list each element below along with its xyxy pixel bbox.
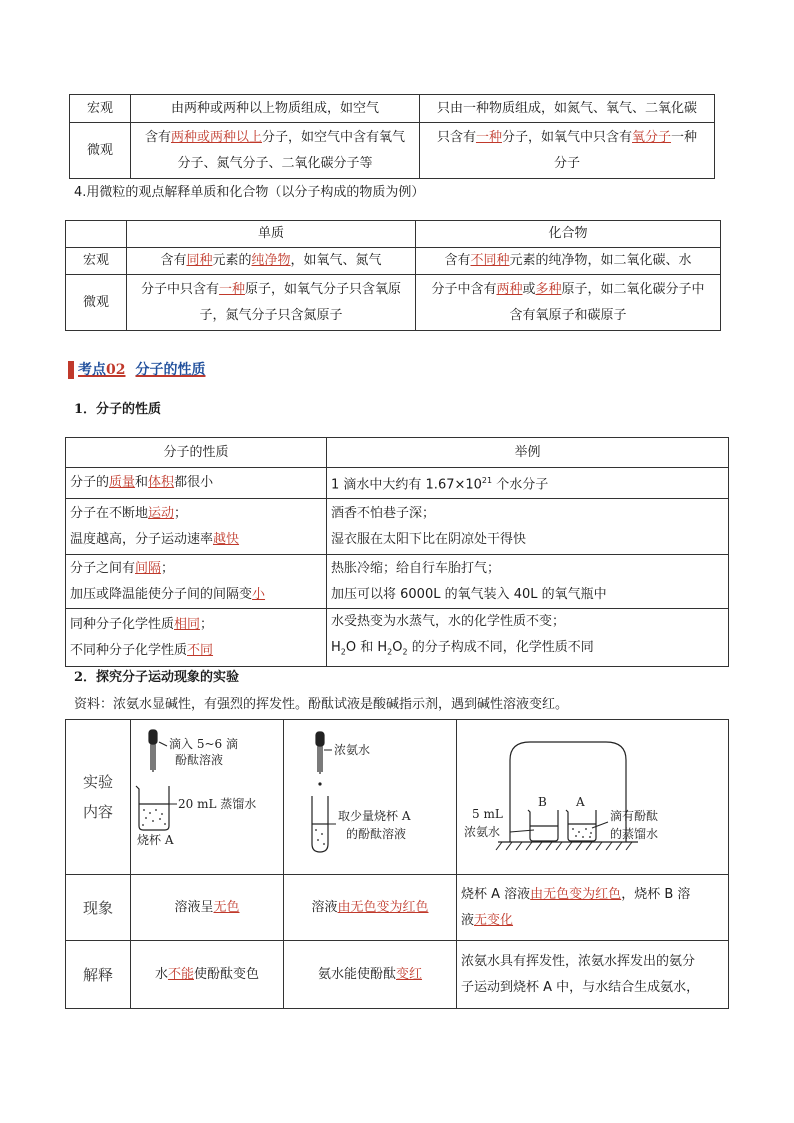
section-marker-icon <box>68 361 74 379</box>
header-property: 分子的性质 <box>66 438 327 468</box>
fig1-label-4: 烧杯 A <box>137 833 174 847</box>
row-label-macro: 宏观 <box>70 95 131 123</box>
dropper-icon <box>149 730 157 772</box>
element-macro: 含有同种元素的纯净物，如氧气、氮气 <box>127 248 416 275</box>
row-label-content: 实验 内容 <box>66 720 131 875</box>
fig3-label-4: 的蒸馏水 <box>609 827 658 841</box>
fig2-label-2: 取少量烧杯 A <box>338 809 411 823</box>
phenomenon-1: 溶液呈无色 <box>131 875 284 941</box>
property-row-3: 分子之间有间隔； 加压或降温能使分子间的间隔变小 <box>66 555 327 609</box>
header-compound: 化合物 <box>416 221 721 248</box>
beaker-a-icon <box>136 786 169 830</box>
property-row-4: 同种分子化学性质相同； 不同种分子化学性质不同 <box>66 609 327 667</box>
test-tube-icon <box>312 796 328 852</box>
section-title: 分子的性质 <box>135 362 206 378</box>
fig1-label-1: 滴入 5~6 滴 <box>169 737 238 751</box>
example-row-4: 水受热变为水蒸气，水的化学性质不变； $H_2O$ 和 $H_2O_2$ 的分子构成不同，化学性质不同 <box>327 609 729 667</box>
compound-macro: 含有不同种元素的纯净物，如二氧化碳、水 <box>416 248 721 275</box>
bell-jar-figure <box>458 720 728 864</box>
drop-icon <box>318 782 321 785</box>
section-number: 02 <box>106 362 126 378</box>
explain-2: 氨水能使酚酞变红 <box>284 941 457 1009</box>
molecule-properties-table <box>65 437 729 667</box>
fig2-label-3: 的酚酞溶液 <box>346 827 407 841</box>
example-row-2: 酒香不怕巷子深； 湿衣服在太阳下比在阴凉处干得快 <box>327 499 729 555</box>
figure-cell-1 <box>131 720 284 875</box>
example-row-1: 1 滴水中大约有 $1.67\times 10^{21}$ 个水分子 <box>327 468 729 499</box>
ammonia-tube-figure <box>284 720 456 864</box>
fig1-label-3: 20 mL 蒸馏水 <box>178 797 257 811</box>
property-row-2: 分子在不断地运动； 温度越高，分子运动速率越快 <box>66 499 327 555</box>
subheading-experiment: 2．探究分子运动现象的实验 <box>74 670 240 685</box>
phenomenon-3: 烧杯 A 溶液由无色变为红色，烧杯 B 溶 液无变化 <box>457 875 729 941</box>
phenomenon-2: 溶液由无色变为红色 <box>284 875 457 941</box>
base-hatch <box>496 842 632 850</box>
figure-cell-2 <box>284 720 457 875</box>
row-label-explain: 解释 <box>66 941 131 1009</box>
row-label-micro: 微观 <box>66 275 127 331</box>
beaker-a-icon <box>566 810 596 841</box>
beaker-b-icon <box>528 810 558 841</box>
section-prefix: 考点 <box>78 362 106 378</box>
mixture-micro: 含有两种或两种以上分子，如空气中含有氧气 分子、氮气分子、二氧化碳分子等 <box>131 123 420 179</box>
fig3-label-1: 5 mL <box>471 807 503 821</box>
section4-title: 4.用微粒的观点解释单质和化合物（以分子构成的物质为例） <box>74 185 425 200</box>
mixture-pure-table <box>69 94 715 179</box>
dropper-beaker-figure <box>131 720 283 864</box>
pure-macro: 只由一种物质组成，如氮气、氧气、二氧化碳 <box>420 95 715 123</box>
explain-3: 浓氨水具有挥发性，浓氨水挥发出的氨分 子运动到烧杯 A 中，与水结合生成氨水， <box>457 941 729 1009</box>
compound-micro: 分子中含有两种或多种原子，如二氧化碳分子中 含有氧原子和碳原子 <box>416 275 721 331</box>
element-micro: 分子中只含有一种原子，如氧气分子只含氧原 子，氮气分子只含氮原子 <box>127 275 416 331</box>
beaker-a-liquid <box>572 828 592 838</box>
beaker-a-liquid <box>142 809 166 826</box>
header-example: 举例 <box>327 438 729 468</box>
fig3-label-2: 浓氨水 <box>463 825 500 839</box>
row-label-macro: 宏观 <box>66 248 127 275</box>
fig2-label-1: 浓氨水 <box>334 743 371 757</box>
figure-cell-3 <box>457 720 729 875</box>
fig3-label-a: A <box>575 795 585 809</box>
experiment-table <box>65 719 729 1009</box>
property-row-1: 分子的质量和体积都很小 <box>66 468 327 499</box>
subheading-properties: 1．分子的性质 <box>74 402 162 417</box>
row-label-phenomenon: 现象 <box>66 875 131 941</box>
material-note: 资料：浓氨水显碱性，有强烈的挥发性。酚酞试液是酸碱指示剂，遇到碱性溶液变红。 <box>74 697 569 712</box>
header-element: 单质 <box>127 221 416 248</box>
example-row-3: 热胀冷缩；给自行车胎打气； 加压可以将 6000L 的氧气装入 40L 的氧气瓶中 <box>327 555 729 609</box>
blank-header <box>66 221 127 248</box>
element-compound-table <box>65 220 721 331</box>
mixture-macro: 由两种或两种以上物质组成，如空气 <box>131 95 420 123</box>
explain-1: 水不能使酚酞变色 <box>131 941 284 1009</box>
row-label-micro: 微观 <box>70 123 131 179</box>
tube-liquid <box>315 829 325 845</box>
fig1-label-2: 酚酞溶液 <box>175 753 224 767</box>
fig3-label-3: 滴有酚酞 <box>609 809 658 823</box>
pure-micro: 只含有一种分子，如氧气中只含有氧分子一种 分子 <box>420 123 715 179</box>
fig3-label-b: B <box>537 795 547 809</box>
dropper-icon <box>316 732 324 774</box>
